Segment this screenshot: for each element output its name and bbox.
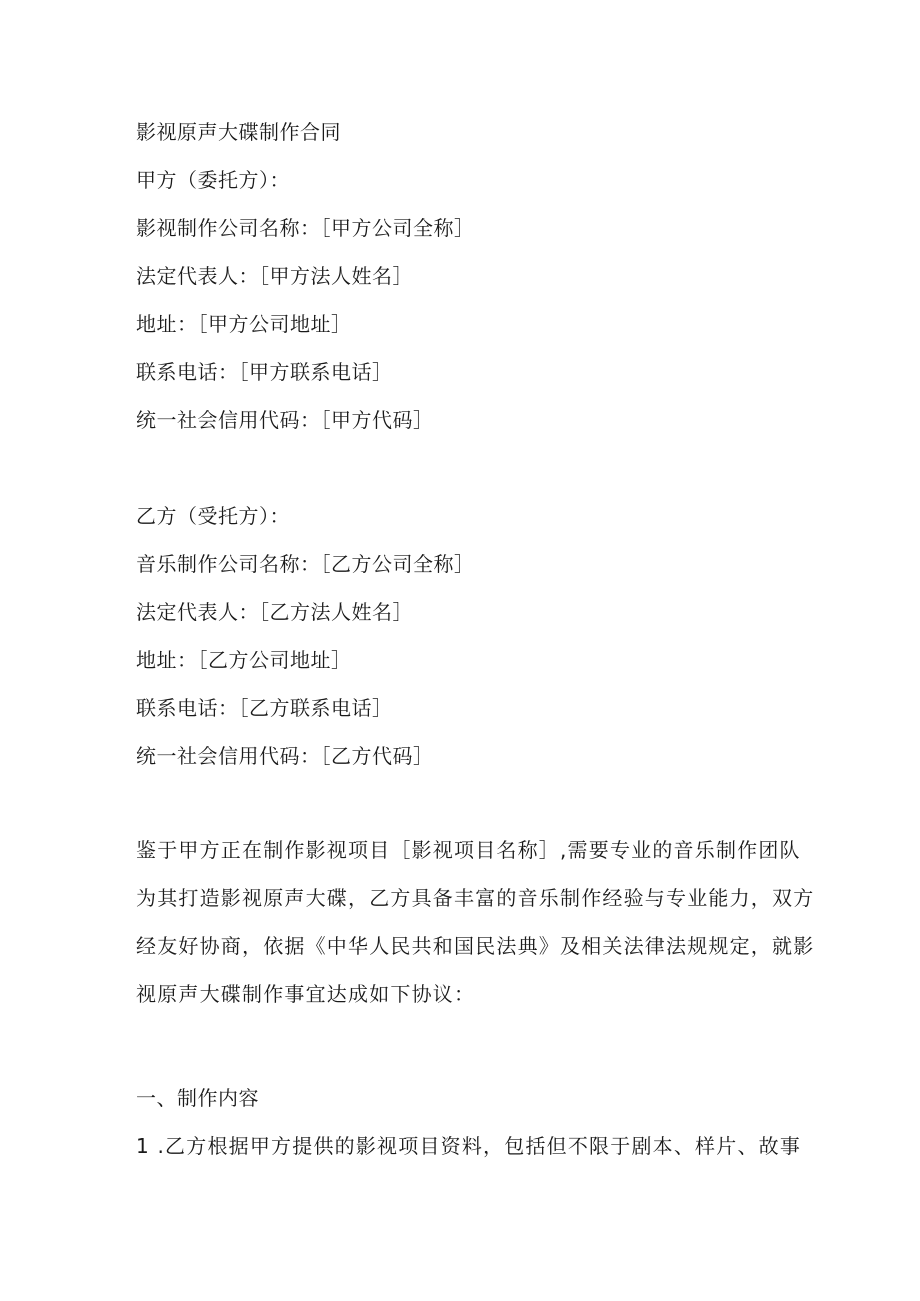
preamble-line: 经友好协商，依据《中华人民共和国民法典》及相关法律法规规定，就影	[136, 934, 815, 958]
party-b-credit-code: 统一社会信用代码：［乙方代码］	[136, 744, 434, 768]
section-1-heading: 一、制作内容	[136, 1086, 259, 1110]
preamble-line: 视原声大碟制作事宜达成如下协议：	[136, 982, 476, 1006]
section-1-item-1: 1 .乙方根据甲方提供的影视项目资料，包括但不限于剧本、样片、故事	[136, 1134, 802, 1158]
preamble-line: 为其打造影视原声大碟，乙方具备丰富的音乐制作经验与专业能力，双方	[136, 886, 815, 910]
party-a-address: 地址：［甲方公司地址］	[136, 312, 352, 336]
party-b-heading: 乙方（受托方）：	[136, 504, 290, 528]
party-a-heading: 甲方（委托方）：	[136, 168, 290, 192]
party-b-address: 地址：［乙方公司地址］	[136, 648, 352, 672]
preamble-line: 鉴于甲方正在制作影视项目［影视项目名称］,需要专业的音乐制作团队	[136, 838, 801, 862]
party-a-representative: 法定代表人：［甲方法人姓名］	[136, 264, 413, 288]
party-b-representative: 法定代表人：［乙方法人姓名］	[136, 600, 413, 624]
preamble-paragraph	[136, 826, 815, 1018]
party-a-company: 影视制作公司名称：［甲方公司全称］	[136, 216, 475, 240]
party-a-phone: 联系电话：［甲方联系电话］	[136, 360, 393, 384]
party-a-credit-code: 统一社会信用代码：［甲方代码］	[136, 408, 434, 432]
party-b-phone: 联系电话：［乙方联系电话］	[136, 696, 393, 720]
party-b-company: 音乐制作公司名称：［乙方公司全称］	[136, 552, 475, 576]
document-title: 影视原声大碟制作合同	[136, 120, 341, 144]
